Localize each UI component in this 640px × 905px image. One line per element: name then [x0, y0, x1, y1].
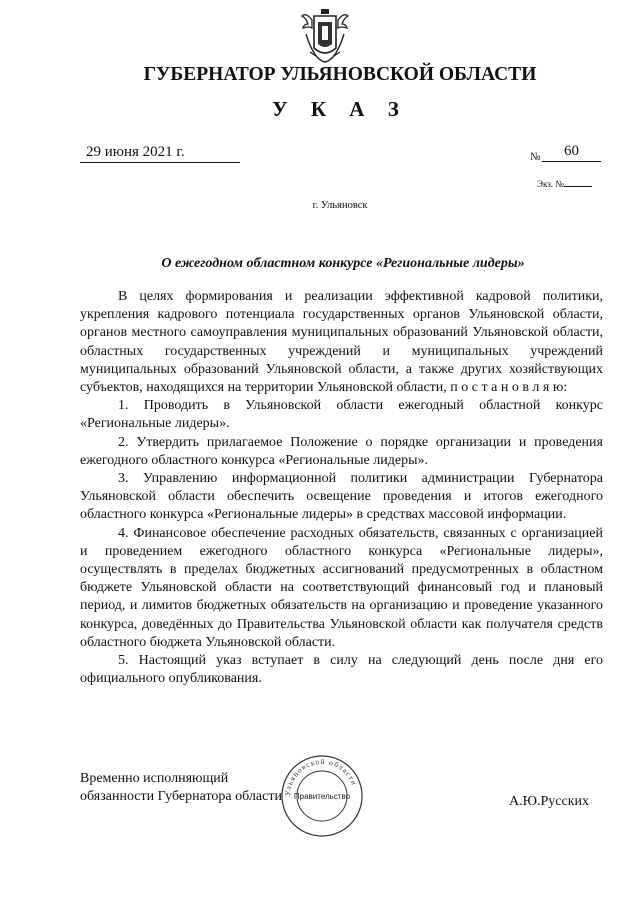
signatory-title-line: обязанности Губернатора области — [80, 789, 282, 804]
preamble-paragraph: В целях формирования и реализации эффективной кадровой политики, укрепления кадрового потенциала государственных органов Ульяновской области, органов местного самоуправления муниципальных образований Ульяновской области, областных государственных учреждений и муниципальных учреждений муниципальных образований Ульяновской области, а также других хозяйствующих субъектов, находящихся на территории Ульяновской области, п о с т а н о в л я ю: — [80, 289, 603, 396]
item-paragraph: 5. Настоящий указ вступает в силу на следующий день после дня его официального опубликования. — [80, 653, 603, 687]
seal-center-text: Правительство — [293, 792, 351, 801]
seal-ring-text: Ульяновской области — [282, 756, 360, 797]
item-paragraph: 1. Проводить в Ульяновской области ежегодный областной конкурс «Региональные лидеры». — [80, 398, 603, 432]
number-sign: № — [530, 151, 541, 163]
copy-blank-line — [564, 186, 592, 187]
signatory-title — [80, 770, 282, 806]
official-seal-stamp — [280, 754, 364, 838]
signatory-title-line: Временно исполняющий — [80, 771, 229, 786]
item-paragraph: 3. Управлению информационной политики администрации Губернатора Ульяновской области обеспечить освещение проведения и итогов ежегодного областного конкурса «Региональные лидеры» в средствах массовой информации. — [80, 471, 603, 523]
issuer-title: ГУБЕРНАТОР УЛЬЯНОВСКОЙ ОБЛАСТИ — [143, 64, 537, 85]
svg-text:Ульяновской области — [283, 757, 359, 796]
document-body — [80, 288, 603, 688]
document-subject: О ежегодном областном конкурсе «Региональные лидеры» — [161, 256, 525, 271]
copy-label: Экз. № — [537, 179, 564, 189]
document-type: У К А З — [272, 97, 408, 121]
document-date: 29 июня 2021 г. — [80, 144, 240, 163]
copy-number — [537, 179, 592, 189]
document-number: 60 — [542, 143, 601, 162]
coat-of-arms-emblem — [300, 8, 350, 64]
item-paragraph: 2. Утвердить прилагаемое Положение о порядке организации и проведения ежегодного областного конкурса «Региональные лидеры». — [80, 434, 603, 468]
signatory-name: А.Ю.Русских — [509, 794, 590, 809]
item-paragraph: 4. Финансовое обеспечение расходных обязательств, связанных с организацией и проведением ежегодного областного конкурса «Региональные лидеры», осуществлять в пределах бюджетных ассигнований предусмотренных в областном бюджете Ульяновской области на соответствующий финансовый год и плановый период, и лимитов бюджетных обязательств на организацию и проведение указанного конкурса, доведённых до Правительства Ульяновской области как получателя средств областного бюджета Ульяновской области. — [80, 525, 603, 650]
city: г. Ульяновск — [312, 200, 368, 211]
